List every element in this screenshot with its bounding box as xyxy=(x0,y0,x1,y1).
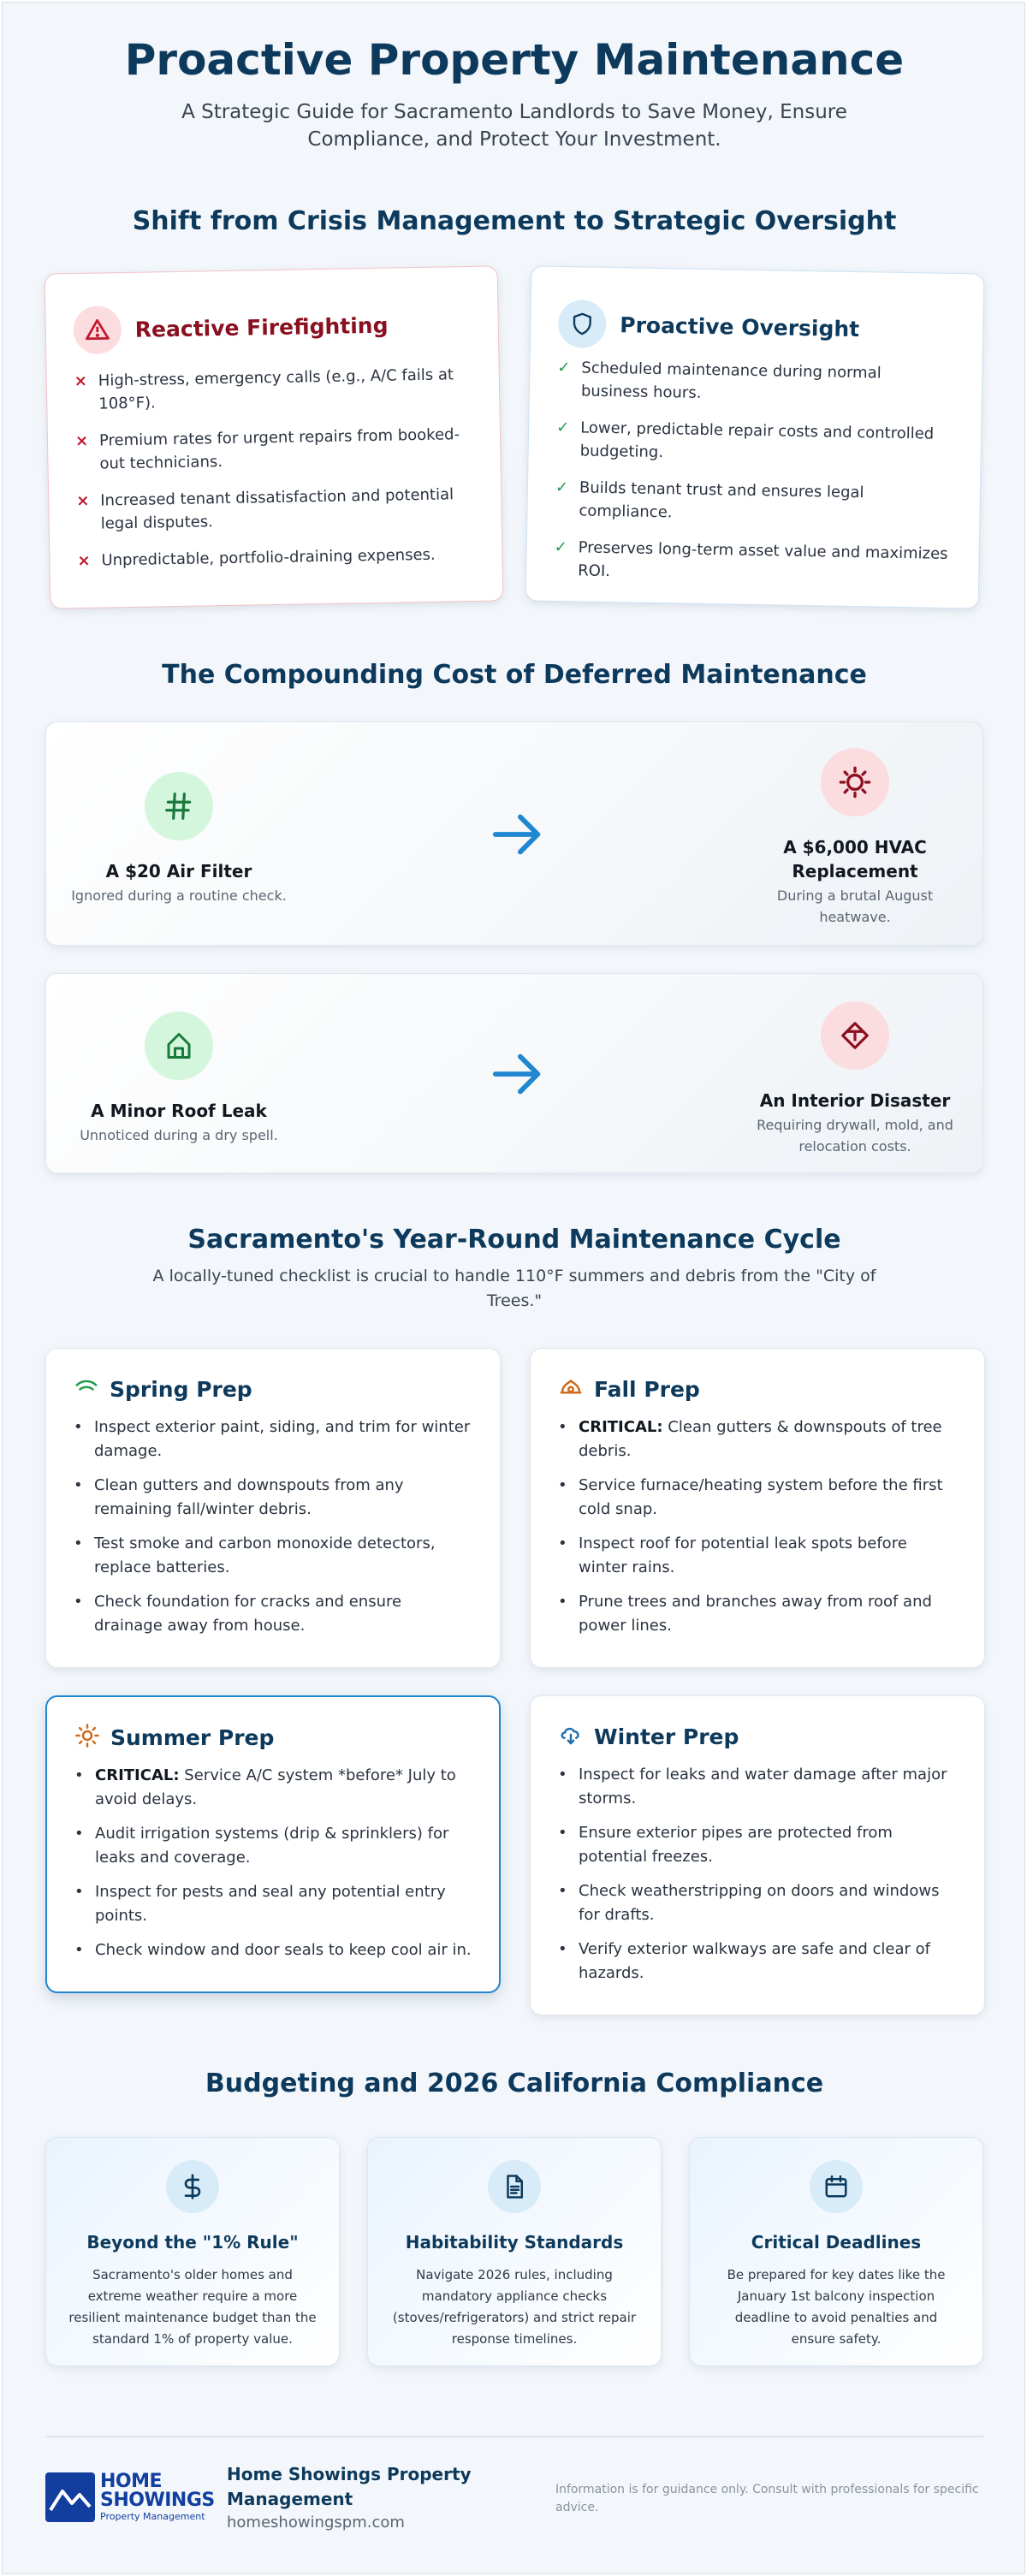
list-item: • Inspect for pests and seal any potential entry points. xyxy=(74,1880,473,1928)
budget-card-text: Sacramento's older homes and extreme weather require a more resilient maintenance budget than the standard 1% of property value. xyxy=(68,2267,317,2347)
flow-start-desc: Unnoticed during a dry spell. xyxy=(80,1127,278,1143)
budget-card xyxy=(45,2137,340,2366)
hash-icon xyxy=(145,772,213,840)
cycle-subtitle: A locally-tuned checklist is crucial to handle 110°F summers and debris from the "City of Trees." xyxy=(152,1267,876,1310)
page-title: Proactive Property Maintenance xyxy=(124,35,905,85)
proactive-card xyxy=(525,265,985,608)
season-title: Fall Prep xyxy=(594,1376,700,1402)
x-icon: × xyxy=(74,431,89,451)
season-title: Spring Prep xyxy=(110,1376,252,1402)
check-icon: ✓ xyxy=(557,358,571,377)
page-subtitle: A Strategic Guide for Sacramento Landlords to Save Money, Ensure Compliance, and Protect Your Investment. xyxy=(181,101,847,151)
list-item: • Inspect roof for potential leak spots before winter rains. xyxy=(558,1532,959,1580)
list-item: • Test smoke and carbon monoxide detectors, replace batteries. xyxy=(74,1532,474,1580)
flow-end-desc: During a brutal August heatwave. xyxy=(776,887,934,925)
list-item: × Unpredictable, portfolio-draining expenses. xyxy=(77,543,471,573)
season-card-spring xyxy=(45,1348,501,1668)
sun-icon xyxy=(74,1723,100,1752)
budget-card-title: Habitability Standards xyxy=(405,2232,624,2253)
flow-end xyxy=(739,748,971,928)
cost-flow-card xyxy=(45,721,983,946)
logo-mark-icon xyxy=(45,2472,95,2522)
budget-card-title: Critical Deadlines xyxy=(751,2232,922,2253)
home-icon xyxy=(145,1012,213,1080)
arrow-right-icon xyxy=(488,1044,548,1107)
list-item: • CRITICAL: Clean gutters & downspouts of tree debris. xyxy=(558,1416,959,1463)
season-title: Winter Prep xyxy=(594,1724,739,1749)
season-card-fall xyxy=(530,1348,985,1668)
proactive-list xyxy=(554,356,952,602)
sun-icon xyxy=(821,748,889,816)
wind-icon xyxy=(74,1374,99,1404)
x-icon: × xyxy=(74,371,88,391)
leaf-icon xyxy=(558,1374,584,1404)
budget-card xyxy=(367,2137,662,2366)
season-title: Summer Prep xyxy=(110,1724,275,1750)
flow-end xyxy=(739,1001,971,1157)
list-item: • CRITICAL: Service A/C system *before* July to avoid delays. xyxy=(74,1764,473,1812)
shift-section-title: Shift from Crisis Management to Strategic Oversight xyxy=(132,206,897,236)
list-item: ✓ Lower, predictable repair costs and controlled budgeting. xyxy=(555,416,950,469)
season-card-summer xyxy=(45,1695,501,1993)
list-item: × Premium rates for urgent repairs from booked-out technicians. xyxy=(74,425,460,473)
company-logo: HOME SHOWINGS Property Management xyxy=(45,2472,217,2524)
reactive-list xyxy=(74,363,472,586)
shield-icon xyxy=(558,300,607,348)
list-item: • Check window and door seals to keep cool air in. xyxy=(74,1938,473,1962)
reactive-card xyxy=(45,265,504,608)
flow-start-title: A $20 Air Filter xyxy=(105,861,252,881)
footer-divider xyxy=(45,2436,983,2437)
flow-start xyxy=(63,772,294,906)
list-item: • Clean gutters and downspouts from any remaining fall/winter debris. xyxy=(74,1474,474,1522)
footer-disclaimer: Information is for guidance only. Consult with professionals for specific advice. xyxy=(555,2483,979,2514)
warning-icon xyxy=(73,306,122,354)
x-icon: × xyxy=(76,491,90,511)
infographic-page xyxy=(2,2,1025,2574)
proactive-title: Proactive Oversight xyxy=(620,312,860,341)
cost-flow-card xyxy=(45,973,983,1173)
arrow-right-icon xyxy=(488,804,548,868)
company-name: Home Showings Property Management xyxy=(227,2464,472,2509)
list-item: • Check foundation for cracks and ensure drainage away from house. xyxy=(74,1590,474,1638)
dollar-icon xyxy=(166,2160,219,2213)
budget-card-text: Be prepared for key dates like the January 1st balcony inspection deadline to avoid penalties and ensure safety. xyxy=(727,2267,946,2347)
flow-start xyxy=(63,1012,294,1146)
season-list xyxy=(558,1416,959,1648)
flow-start-title: A Minor Roof Leak xyxy=(91,1101,267,1121)
list-item: ✓ Preserves long-term asset value and maximizes ROI. xyxy=(554,536,948,589)
list-item: • Audit irrigation systems (drip & sprinklers) for leaks and coverage. xyxy=(74,1822,473,1870)
list-item: • Check weatherstripping on doors and windows for drafts. xyxy=(558,1879,959,1927)
cycle-section-title: Sacramento's Year-Round Maintenance Cycle xyxy=(187,1225,841,1255)
season-list xyxy=(558,1763,959,1996)
list-item: × High-stress, emergency calls (e.g., A/C fails at 108°F). xyxy=(74,365,454,413)
season-card-winter xyxy=(530,1695,985,2015)
budget-card-title: Beyond the "1% Rule" xyxy=(86,2232,299,2253)
flow-end-title: A $6,000 HVAC Replacement xyxy=(783,837,927,881)
flow-end-desc: Requiring drywall, mold, and relocation costs. xyxy=(757,1117,953,1154)
list-item: ✓ Builds tenant trust and ensures legal compliance. xyxy=(555,476,949,529)
calendar-icon xyxy=(810,2160,863,2213)
check-icon: ✓ xyxy=(555,478,569,497)
diamond-icon xyxy=(821,1001,889,1070)
check-icon: ✓ xyxy=(554,537,567,557)
document-icon xyxy=(488,2160,541,2213)
budget-section-title: Budgeting and 2026 California Compliance xyxy=(205,2069,824,2098)
season-list xyxy=(74,1416,474,1648)
list-item: × Increased tenant dissatisfaction and potential legal disputes. xyxy=(76,485,454,533)
x-icon: × xyxy=(77,551,91,571)
list-item: • Service furnace/heating system before the first cold snap. xyxy=(558,1474,959,1522)
budget-card-text: Navigate 2026 rules, including mandatory appliance checks (stoves/refrigerators) and strict repair response timelines. xyxy=(392,2267,637,2347)
list-item: ✓ Scheduled maintenance during normal business hours. xyxy=(557,356,952,409)
list-item: • Ensure exterior pipes are protected from potential freezes. xyxy=(558,1821,959,1869)
list-item: • Prune trees and branches away from roof and power lines. xyxy=(558,1590,959,1638)
flow-start-desc: Ignored during a routine check. xyxy=(71,887,287,904)
company-website[interactable]: homeshowingspm.com xyxy=(227,2514,405,2531)
deferred-section-title: The Compounding Cost of Deferred Maintenance xyxy=(162,660,867,690)
season-list xyxy=(74,1764,473,1973)
cloud-rain-icon xyxy=(558,1722,584,1751)
reactive-title: Reactive Firefighting xyxy=(134,312,389,342)
list-item: • Inspect exterior paint, siding, and trim for winter damage. xyxy=(74,1416,474,1463)
budget-card xyxy=(689,2137,983,2366)
list-item: • Inspect for leaks and water damage after major storms. xyxy=(558,1763,959,1811)
flow-end-title: An Interior Disaster xyxy=(759,1090,951,1111)
check-icon: ✓ xyxy=(555,418,570,437)
list-item: • Verify exterior walkways are safe and clear of hazards. xyxy=(558,1938,959,1985)
